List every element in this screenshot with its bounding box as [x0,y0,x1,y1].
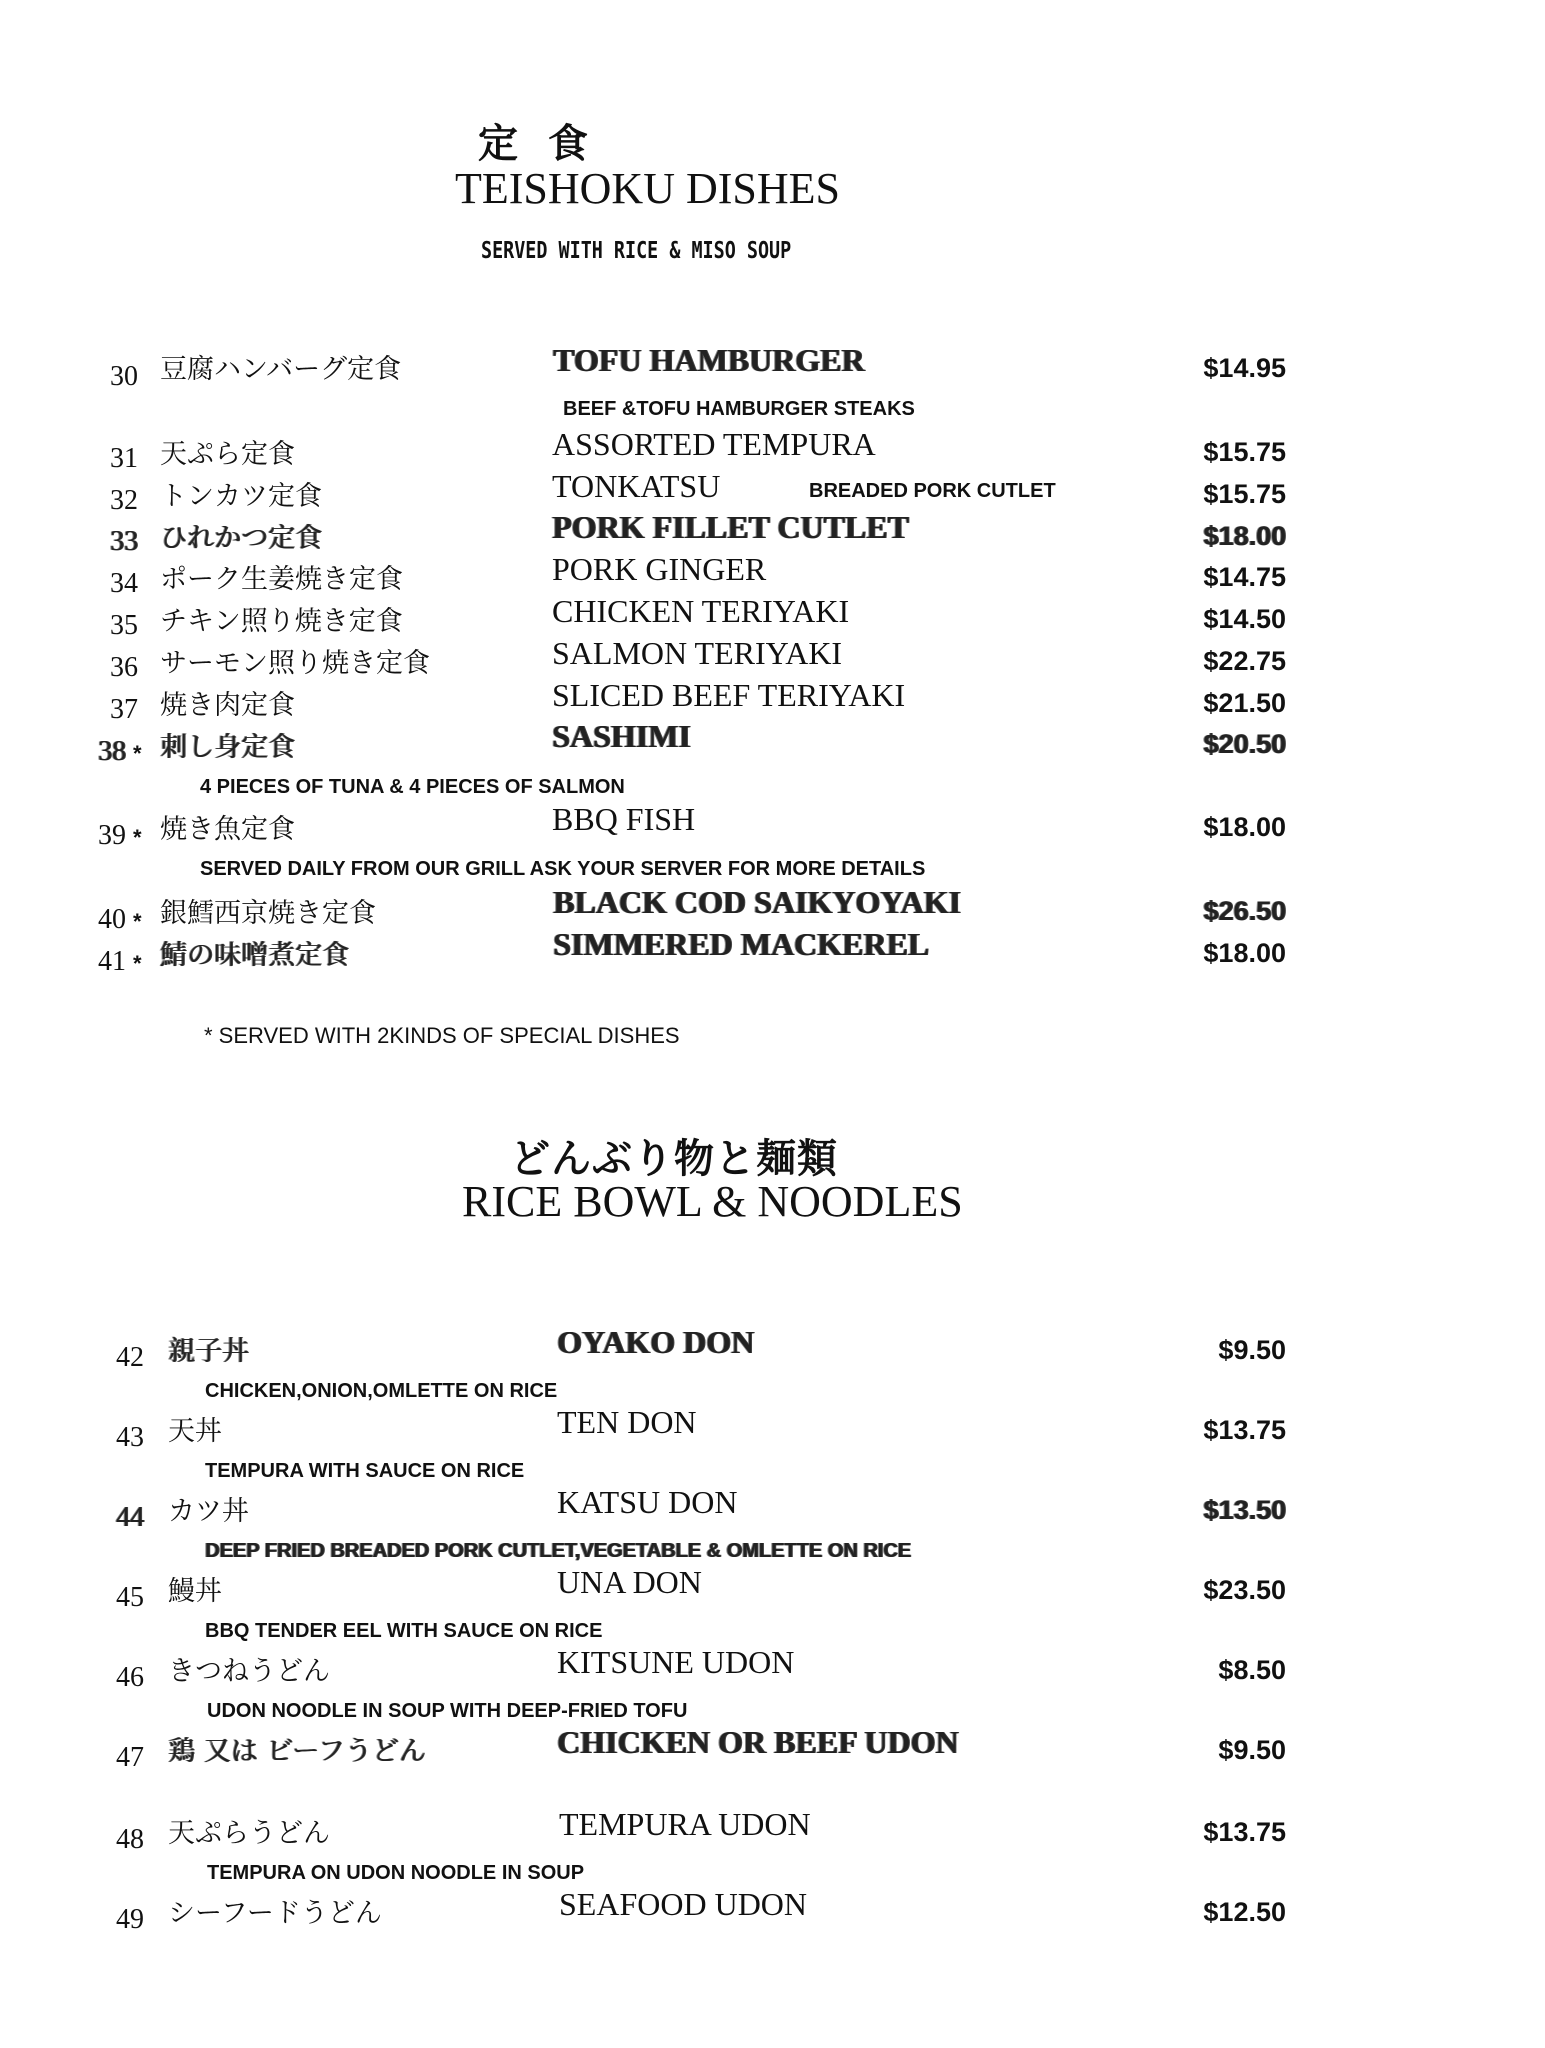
ricebowl-title-jp: どんぶり物と麺類 [510,1136,838,1182]
special-dishes-footnote: * SERVED WITH 2KINDS OF SPECIAL DISHES [204,1023,680,1048]
item-name-en: SIMMERED MACKEREL [553,926,930,962]
item-name-jp: ポーク生姜焼き定食 [160,564,403,595]
item-number: 45 [116,1582,144,1613]
item-price: $23.50 [1203,1575,1286,1605]
item-name-jp: 天丼 [168,1416,222,1447]
item-price: $15.75 [1203,479,1286,509]
item-name-jp: ひれかつ定食 [160,523,322,554]
item-price: $13.75 [1203,1817,1286,1847]
item-name-en: BBQ FISH [552,801,696,837]
item-name-jp: 天ぷらうどん [168,1818,330,1849]
item-name-jp: チキン照り焼き定食 [160,606,403,637]
item-number: 43 [116,1422,144,1453]
item-price: $14.95 [1203,353,1286,383]
item-description: SERVED DAILY FROM OUR GRILL ASK YOUR SERVER FOR MORE DETAILS [200,858,926,880]
item-price: $13.50 [1203,1495,1286,1525]
item-number: 38 [98,736,126,767]
item-number: 49 [116,1904,144,1935]
item-number: 31 [110,443,138,474]
special-dish-asterisk: * [133,951,142,976]
item-number: 48 [116,1824,144,1855]
item-name-en: SEAFOOD UDON [559,1886,808,1922]
item-name-jp: 豆腐ハンバーグ定食 [160,354,402,385]
item-name-en: KITSUNE UDON [557,1644,795,1680]
item-price: $22.75 [1203,646,1286,676]
item-number: 46 [116,1662,144,1693]
item-description: BREADED PORK CUTLET [809,480,1056,502]
item-price: $13.75 [1203,1415,1286,1445]
special-dish-asterisk: * [133,741,142,766]
item-description: TEMPURA WITH SAUCE ON RICE [205,1460,525,1482]
item-price: $12.50 [1203,1897,1286,1927]
item-number: 41 [98,946,126,977]
item-price: $18.00 [1203,938,1286,968]
item-name-en: SALMON TERIYAKI [552,635,843,671]
item-description: 4 PIECES OF TUNA & 4 PIECES OF SALMON [200,776,625,798]
special-dish-asterisk: * [133,909,142,934]
item-name-en: KATSU DON [557,1484,738,1520]
item-description: TEMPURA ON UDON NOODLE IN SOUP [207,1862,585,1884]
item-name-jp: 焼き肉定食 [160,690,295,721]
item-price: $9.50 [1218,1335,1286,1365]
item-name-jp: シーフードうどん [168,1898,382,1929]
item-description: DEEP FRIED BREADED PORK CUTLET,VEGETABLE & OMLETTE ON RICE [205,1540,911,1562]
item-name-en: SLICED BEEF TERIYAKI [552,677,906,713]
special-dish-asterisk: * [133,825,142,850]
item-price: $15.75 [1203,437,1286,467]
item-number: 30 [110,361,138,392]
item-name-jp: サーモン照り焼き定食 [160,648,430,679]
teishoku-title-en: TEISHOKU DISHES [455,164,840,213]
item-name-jp: 天ぷら定食 [160,439,295,470]
item-price: $9.50 [1218,1735,1286,1765]
item-name-jp: 鶏 又は ビーフうどん [168,1736,426,1767]
item-name-en: OYAKO DON [557,1324,755,1360]
item-name-en: TEMPURA UDON [559,1806,811,1842]
item-name-en: CHICKEN TERIYAKI [552,593,850,629]
item-name-en: PORK GINGER [552,551,767,587]
item-description: UDON NOODLE IN SOUP WITH DEEP-FRIED TOFU [207,1700,688,1722]
ricebowl-title-en: RICE BOWL & NOODLES [462,1177,963,1226]
item-name-jp: 鰻丼 [168,1576,222,1607]
item-price: $14.75 [1203,562,1286,592]
item-number: 42 [116,1342,144,1373]
item-name-jp: きつねうどん [168,1656,330,1687]
item-number: 37 [110,694,138,725]
item-name-jp: 親子丼 [168,1336,249,1367]
item-name-en: TONKATSU [552,468,721,504]
item-number: 40 [98,904,126,935]
item-name-jp: 刺し身定食 [160,732,295,763]
item-number: 33 [110,526,138,557]
item-price: $8.50 [1218,1655,1286,1685]
item-name-en: ASSORTED TEMPURA [552,426,876,462]
item-name-jp: トンカツ定食 [160,481,322,512]
item-name-en: SASHIMI [552,718,691,754]
item-number: 47 [116,1742,144,1773]
item-number: 36 [110,652,138,683]
item-name-jp: 鯖の味噌煮定食 [160,940,349,971]
item-price: $20.50 [1203,729,1286,759]
teishoku-title-jp: 定 食 [478,121,596,167]
item-name-en: PORK FILLET CUTLET [552,509,909,545]
item-price: $14.50 [1203,604,1286,634]
item-price: $21.50 [1203,688,1286,718]
item-number: 44 [116,1502,144,1533]
item-name-jp: カツ丼 [168,1496,249,1527]
item-description: CHICKEN,ONION,OMLETTE ON RICE [205,1380,558,1402]
item-name-en: TOFU HAMBURGER [553,342,865,378]
item-price: $18.00 [1203,812,1286,842]
item-price: $18.00 [1203,521,1286,551]
item-number: 39 [98,820,126,851]
item-number: 34 [110,568,138,599]
item-description: BBQ TENDER EEL WITH SAUCE ON RICE [205,1620,603,1642]
item-number: 32 [110,485,138,516]
item-name-jp: 銀鱈西京焼き定食 [160,898,376,929]
item-number: 35 [110,610,138,641]
item-name-en: CHICKEN OR BEEF UDON [557,1724,959,1760]
item-name-en: UNA DON [557,1564,702,1600]
item-description: BEEF &TOFU HAMBURGER STEAKS [563,398,915,420]
teishoku-subtitle: SERVED WITH RICE & MISO SOUP [481,238,792,264]
item-name-en: BLACK COD SAIKYOYAKI [553,884,961,920]
item-name-jp: 焼き魚定食 [160,814,295,845]
item-name-en: TEN DON [557,1404,697,1440]
item-price: $26.50 [1203,896,1286,926]
